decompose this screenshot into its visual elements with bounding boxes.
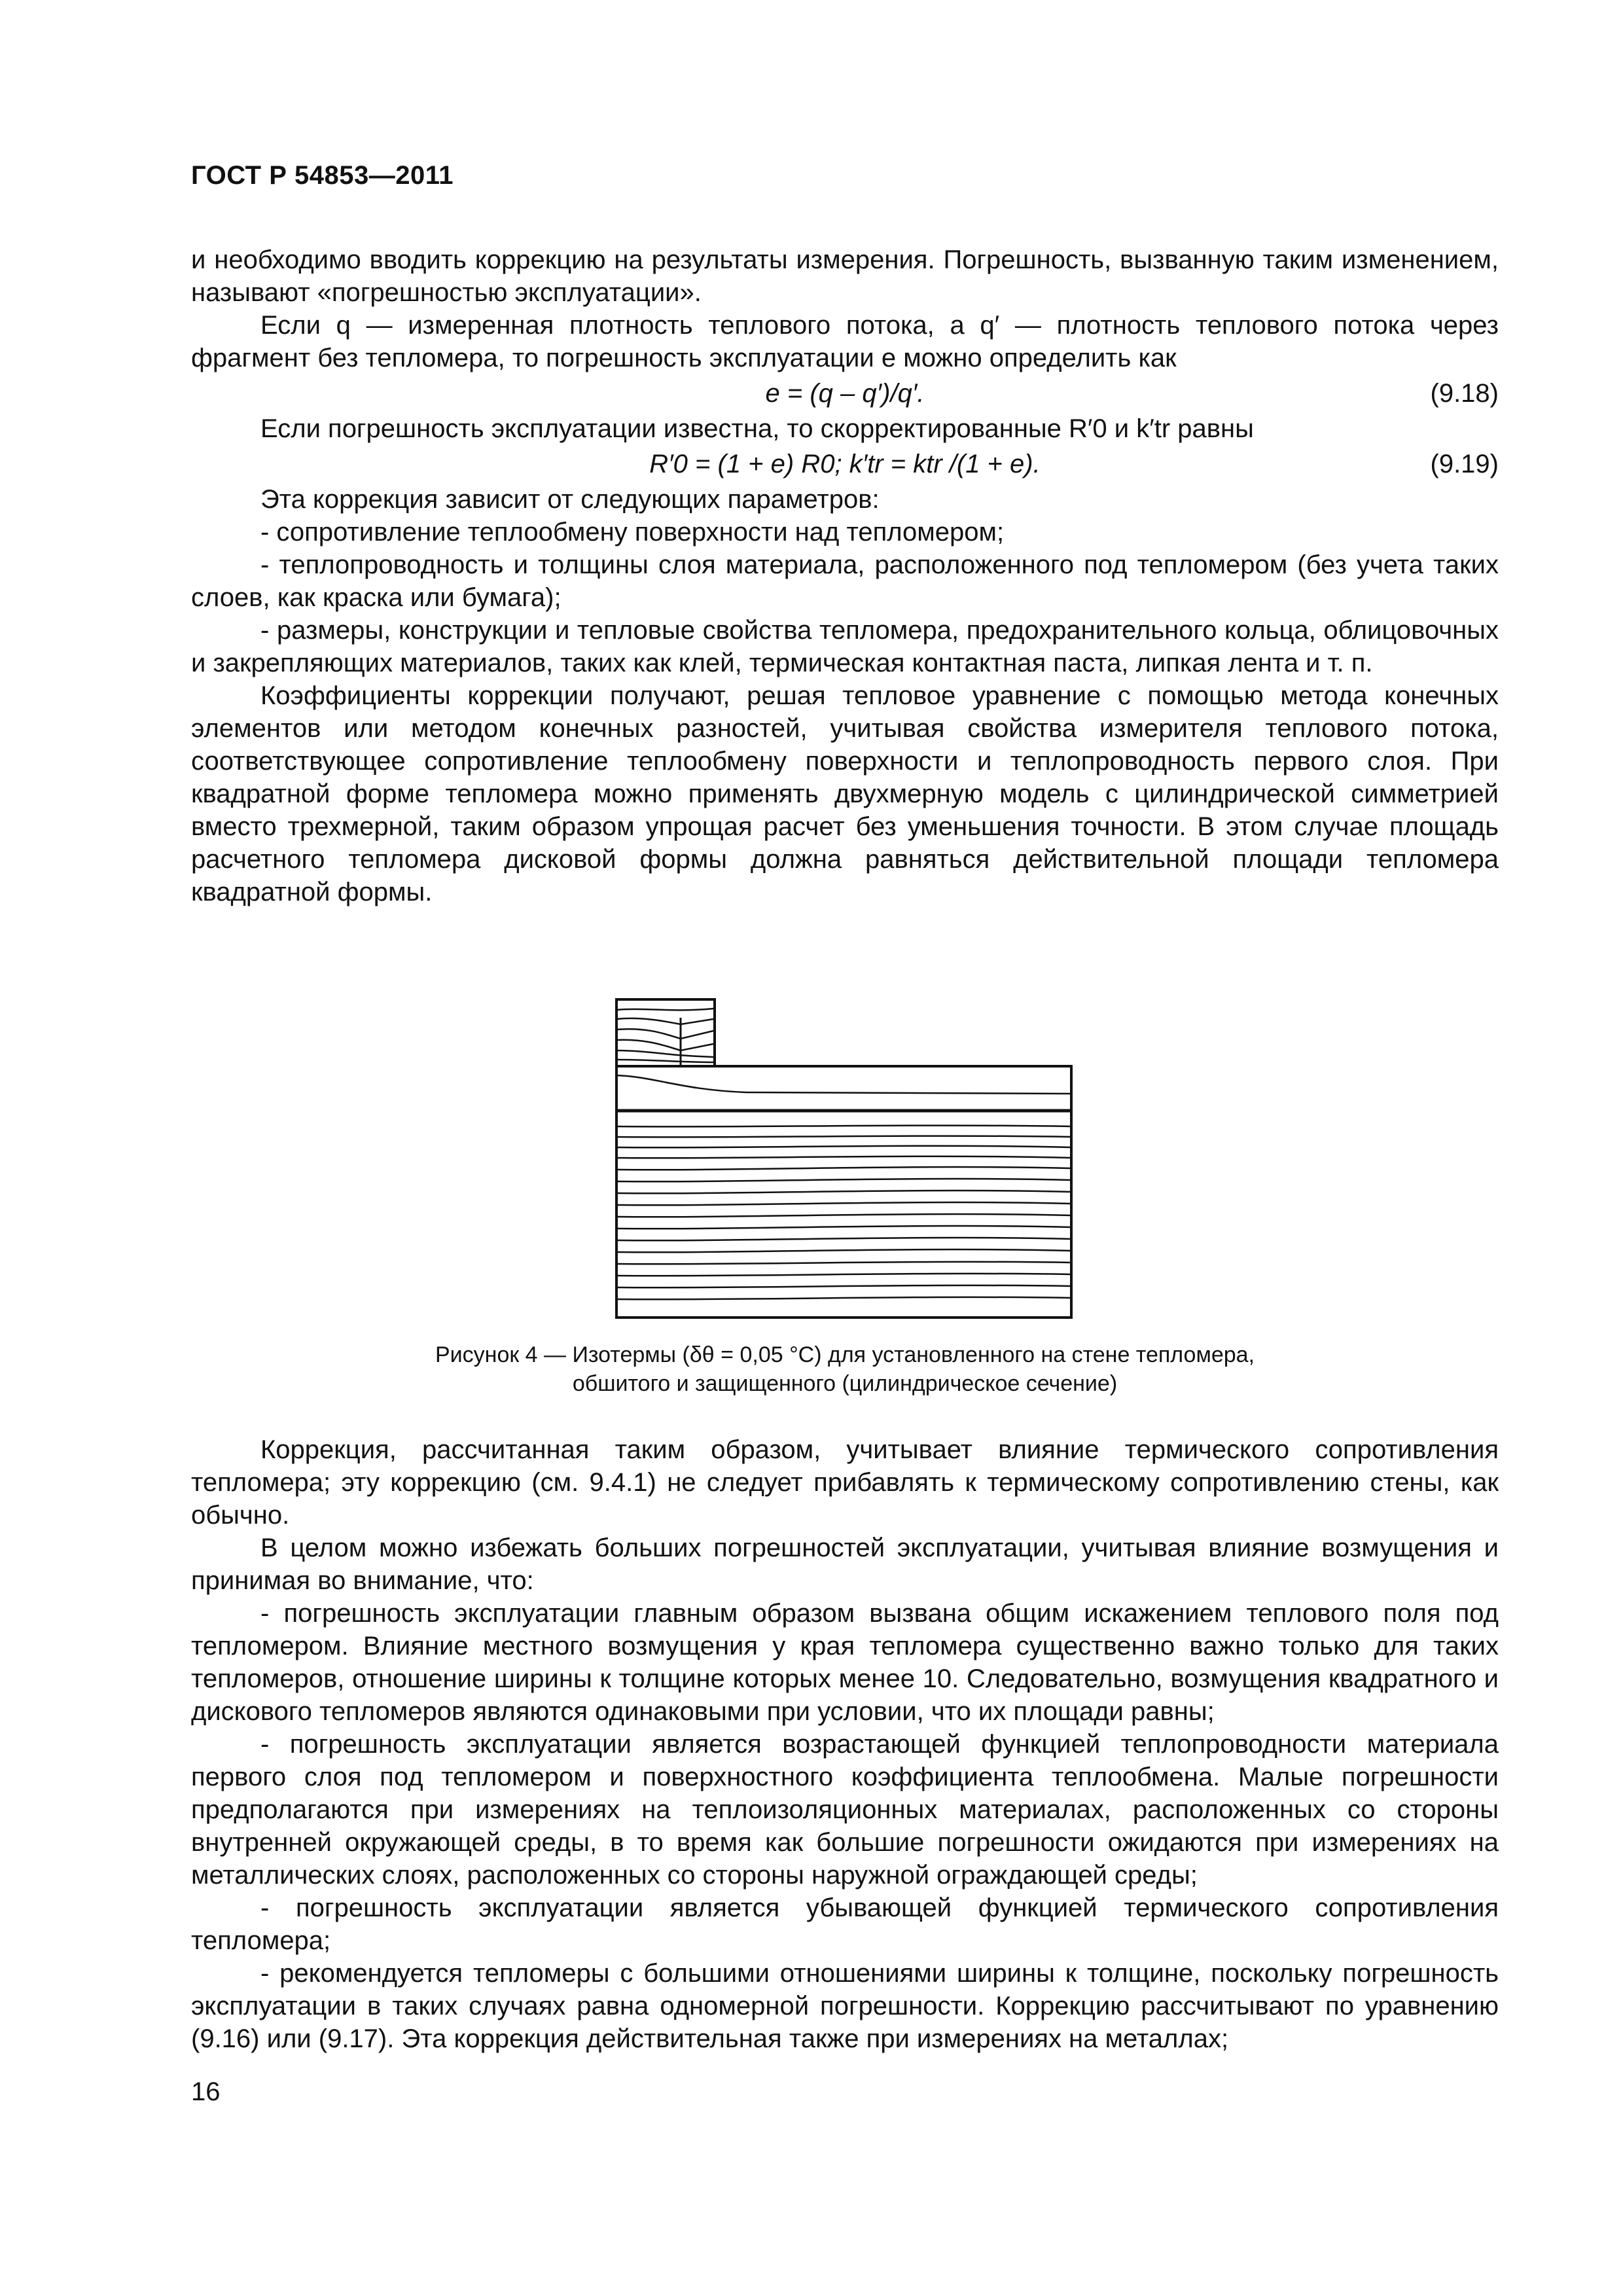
equation-9-18 <box>191 374 1499 412</box>
body-text-upper <box>191 243 1499 908</box>
paragraph-correction-note: Коррекция, рассчитанная таким образом, учитывает влияние термического сопротивления тепломера; эту коррекцию (см. 9.4.1) не следует прибавлять к термическому сопротивлению стены, как обычно. <box>191 1435 1499 1530</box>
equation-formula: e = (q – q′)/q′. <box>765 379 925 408</box>
list-item: - погрешность эксплуатации является убывающей функцией термического сопротивления тепломера; <box>191 1893 1499 1955</box>
isotherm-lines <box>616 1009 1071 1299</box>
paragraph-error-definition: Если q — измеренная плотность теплового потока, а q′ — плотность теплового потока через фрагмент без тепломера, то погрешность эксплуатации e можно определить как <box>191 311 1499 372</box>
equation-number: (9.18) <box>1430 379 1499 408</box>
figure-caption-line: обшитого и защищенного (цилиндрическое сечение) <box>572 1371 1118 1396</box>
body-text-lower <box>191 1433 1499 2055</box>
figure-caption <box>191 1340 1499 1398</box>
document-header: ГОСТ Р 54853—2011 <box>191 161 454 190</box>
equation-9-19 <box>191 445 1499 483</box>
list-item: - размеры, конструкции и тепловые свойства тепломера, предохранительного кольца, облицовочных и закрепляющих материалов, таких как клей, термическая контактная паста, липкая лента и т. п. <box>191 616 1499 677</box>
list-item: - погрешность эксплуатации является возрастающей функцией теплопроводности материала первого слоя под тепломером и поверхностного коэффициента теплообмена. Малые погрешности предполагаются при измерениях на теплоизоляционных материалах, расположенных со стороны внутренней окружающей среды, в то время как большие погрешности ожидаются при измерениях на металлических слоях, расположенных со стороны наружной ограждающей среды; <box>191 1730 1499 1890</box>
list-item: - погрешность эксплуатации главным образом вызвана общим искажением теплового поля под тепломером. Влияние местного возмущения у края тепломера существенно важно только для таких тепломеров, отношение ширины к толщине которых менее 10. Следовательно, возмущения квадратного и дискового тепломеров являются одинаковыми при условии, что их площади равны; <box>191 1599 1499 1726</box>
list-item: - рекомендуется тепломеры с большими отношениями ширины к толщине, поскольку погрешность эксплуатации в таких случаях равна одномерной погрешности. Коррекцию рассчитывают по уравнению (9.16) или (9.17). Эта коррекция действительная также при измерениях на металлах; <box>191 1959 1499 2053</box>
list-item: Эта коррекция зависит от следующих параметров: <box>260 485 880 514</box>
equation-number: (9.19) <box>1430 450 1499 478</box>
list-item: - теплопроводность и толщины слоя материала, расположенного под тепломером (без учета таких слоев, как краска или бумага); <box>191 550 1499 612</box>
page-number: 16 <box>191 2077 221 2106</box>
paragraph-continuation: и необходимо вводить коррекцию на результаты измерения. Погрешность, вызванную таким изменением, называют «погрешностью эксплуатации». <box>191 245 1499 307</box>
isotherm-figure <box>615 998 1073 1319</box>
paragraph-general-guidance: В целом можно избежать больших погрешностей эксплуатации, учитывая влияние возмущения и принимая во внимание, что: <box>191 1534 1499 1595</box>
figure-caption-line: Рисунок 4 — Изотермы (δθ = 0,05 °С) для установленного на стене тепломера, <box>435 1342 1255 1367</box>
equation-formula: R′0 = (1 + e) R0; k′tr = ktr /(1 + e). <box>649 450 1041 478</box>
paragraph-corrected-values: Если погрешность эксплуатации известна, то скорректированные R′0 и k′tr равны <box>260 414 1254 443</box>
list-item: - сопротивление теплообмену поверхности над тепломером; <box>260 518 1005 547</box>
paragraph-correction-coefficients: Коэффициенты коррекции получают, решая тепловое уравнение с помощью метода конечных элементов или методом конечных разностей, учитывая свойства измерителя теплового потока, соответствующее сопротивление теплообмену поверхности и теплопроводность первого слоя. При квадратной форме тепломера можно применять двухмерную модель с цилиндрической симметрией вместо трехмерной, таким образом упрощая расчет без уменьшения точности. В этом случае площадь расчетного тепломера дисковой формы должна равняться действительной площади тепломера квадратной формы. <box>191 681 1499 906</box>
